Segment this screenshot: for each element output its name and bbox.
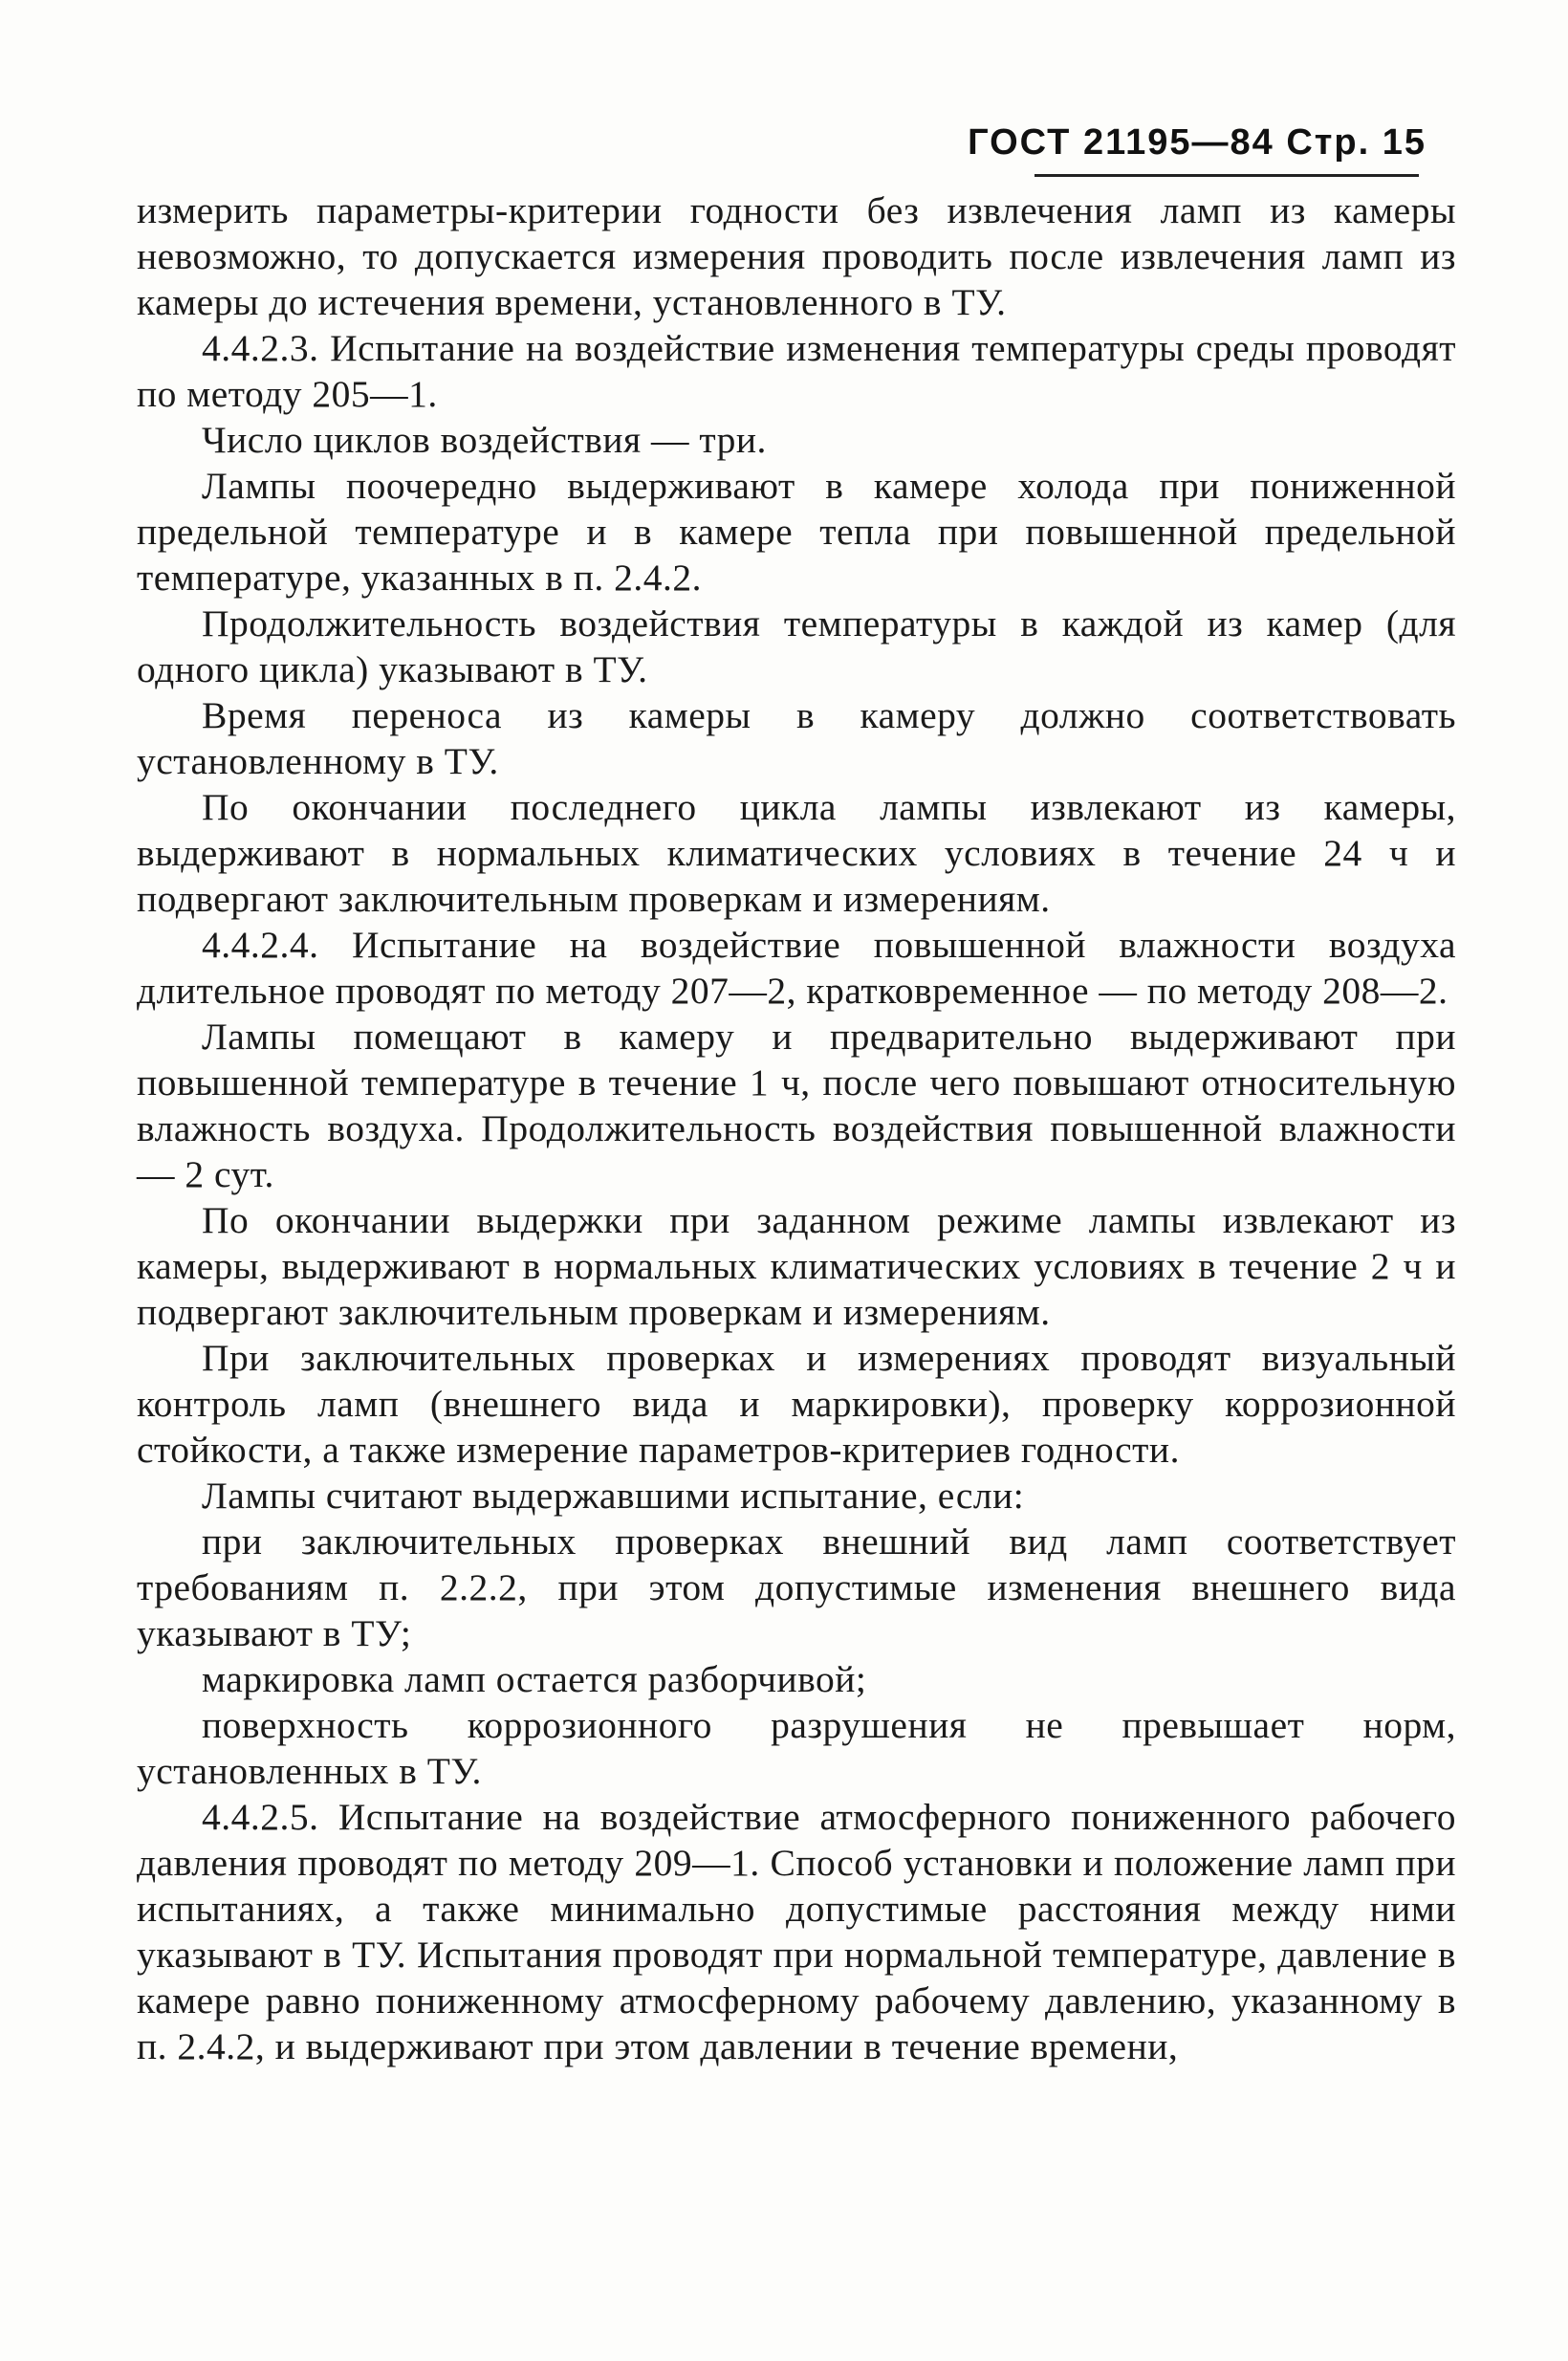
paragraph: поверхность коррозионного разрушения не превышает норм, установленных в ТУ. — [137, 1704, 1456, 1792]
paragraph: Время переноса из камеры в камеру должно соответствовать установленному в ТУ. — [137, 694, 1456, 782]
paragraph: Число циклов воздействия — три. — [202, 419, 767, 461]
paragraph: 4.4.2.5. Испытание на воздействие атмосферного пониженного рабочего давления проводят по методу 209—1. Способ установки и положение ламп при испытаниях, а также минимально допустимые расстояния между ними указывают в ТУ. Испытания проводят при нормальной температуре, давление в камере равно пониженному атмосферному рабочему давлению, указанному в п. 2.4.2, и выдерживают при этом давлении в течение времени, — [137, 1796, 1456, 2067]
document-body — [137, 187, 1456, 2069]
page-header: ГОСТ 21195—84 Стр. 15 — [968, 122, 1426, 163]
paragraph: измерить параметры-критерии годности без извлечения ламп из камеры невозможно, то допускается измерения проводить после извлечения ламп из камеры до истечения времени, установленного в ТУ. — [137, 189, 1456, 323]
paragraph: По окончании последнего цикла лампы извлекают из камеры, выдерживают в нормальных климатических условиях в течение 24 ч и подвергают заключительным проверкам и измерениям. — [137, 786, 1456, 920]
paragraph: Продолжительность воздействия температуры в каждой из камер (для одного цикла) указывают в ТУ. — [137, 602, 1456, 690]
paragraph: 4.4.2.4. Испытание на воздействие повышенной влажности воздуха длительное проводят по методу 207—2, кратковременное — по методу 208—2. — [137, 924, 1456, 1012]
paragraph: маркировка ламп остается разборчивой; — [202, 1658, 867, 1700]
paragraph: при заключительных проверках внешний вид ламп соответствует требованиям п. 2.2.2, при этом допустимые изменения внешнего вида указывают в ТУ; — [137, 1520, 1456, 1654]
paragraph: Лампы помещают в камеру и предварительно выдерживают при повышенной температуре в течение 1 ч, после чего повышают относительную влажность воздуха. Продолжительность воздействия повышенной влажности — 2 сут. — [137, 1016, 1456, 1195]
paragraph: Лампы поочередно выдерживают в камере холода при пониженной предельной температуре и в камере тепла при повышенной предельной температуре, указанных в п. 2.4.2. — [137, 465, 1456, 599]
header-rule — [1034, 174, 1419, 177]
paragraph: При заключительных проверках и измерениях проводят визуальный контроль ламп (внешнего вида и маркировки), проверку коррозионной стойкости, а также измерение параметров-критериев годности. — [137, 1337, 1456, 1471]
paragraph: По окончании выдержки при заданном режиме лампы извлекают из камеры, выдерживают в нормальных климатических условиях в течение 2 ч и подвергают заключительным проверкам и измерениям. — [137, 1199, 1456, 1333]
paragraph: 4.4.2.3. Испытание на воздействие изменения температуры среды проводят по методу 205—1. — [137, 327, 1456, 415]
paragraph: Лампы считают выдержавшими испытание, если: — [202, 1475, 1025, 1517]
